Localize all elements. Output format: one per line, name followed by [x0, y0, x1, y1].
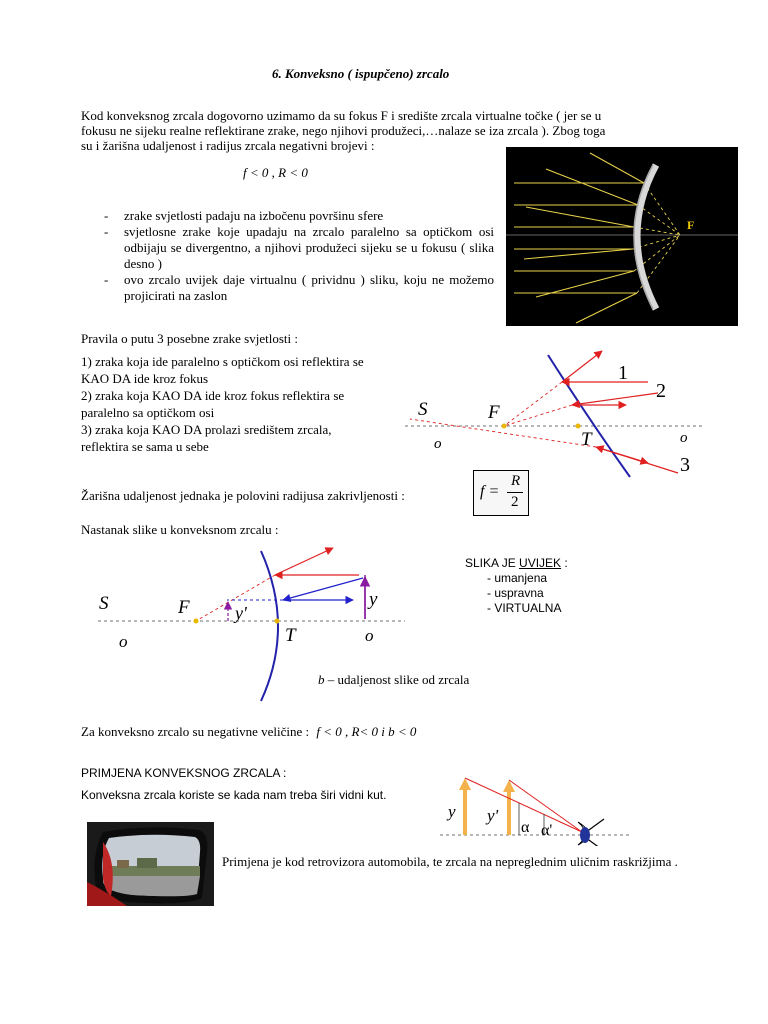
bullet-text: zrake svjetlosti padaju na izbočenu površinu sfere: [124, 208, 384, 223]
bullet-list: [104, 208, 494, 304]
center-label: S: [418, 399, 428, 420]
formula-denominator: 2: [511, 494, 519, 510]
sign-formula: f < 0 , R < 0: [243, 165, 308, 180]
axis-label-left: o: [434, 436, 442, 452]
focus-label: F: [687, 218, 695, 232]
application-heading: PRIMJENA KONVEKSNOG ZRCALA :: [81, 766, 287, 780]
bullet-text: ovo zrcalo uvijek daje virtualnu ( prividnu ) sliku, koju ne možemo projicirati na zaslon: [124, 272, 494, 303]
object-height-label: y: [448, 802, 456, 821]
application-line: Konveksna zrcala koriste se kada nam treba širi vidni kut.: [81, 788, 387, 802]
vertex-label: T: [285, 625, 296, 646]
image-distance-caption: b – udaljenost slike od zrcala: [318, 672, 470, 687]
bullet-item: [104, 272, 494, 304]
bullet-item: [104, 208, 494, 224]
rule-1a: 1) zraka koja ide paralelno s optičkom osi reflektira se: [81, 354, 364, 369]
axis-label-right: o: [680, 430, 688, 446]
focus-label: F: [178, 597, 190, 618]
image-properties: [465, 556, 568, 615]
ray-number-2: 2: [656, 380, 666, 402]
intro-line-3: su i žarišna udaljenost i radijus zrcala negativni brojevi :: [81, 138, 375, 153]
axis-label-right: o: [365, 626, 374, 645]
image-height-label: y': [487, 806, 499, 825]
rearview-mirror-photo: [87, 822, 214, 906]
axis-label-left: o: [119, 632, 128, 651]
rule-3a: 3) zraka koja KAO DA prolazi središtem zrcala,: [81, 422, 332, 437]
center-label: S: [99, 593, 109, 614]
bullet-dash: -: [104, 272, 109, 287]
focal-formula-box: [473, 470, 529, 516]
intro-line-1: Kod konveksnog zrcala dogovorno uzimamo da su fokus F i središte zrcala virtualne točke ( jer se u: [81, 108, 602, 123]
rule-2a: 2) zraka koja KAO DA ide kroz fokus reflektira se: [81, 388, 345, 403]
ray-number-3: 3: [680, 454, 690, 476]
emphasis-always: UVIJEK: [519, 556, 562, 570]
negative-expr: f < 0 , R< 0 i b < 0: [316, 724, 417, 739]
image-distance-var: b: [318, 672, 325, 687]
angle-alpha-prime-label: α': [541, 822, 553, 839]
negative-quantities: [81, 724, 416, 740]
convex-mirror-photo: [506, 147, 738, 326]
formula-numerator: R: [511, 473, 521, 489]
rule-1b: KAO DA ide kroz fokus: [81, 371, 209, 386]
vertex-label: T: [581, 429, 592, 450]
focal-length-text: Žarišna udaljenost jednaka je polovini radijusa zakrivljenosti :: [81, 488, 405, 503]
property-item: - uspravna: [487, 586, 544, 600]
image-height-label: y': [235, 603, 247, 623]
fraction-bar: [507, 492, 523, 493]
focus-label: F: [488, 402, 500, 423]
bullet-item: [104, 224, 494, 272]
rule-3b: reflektira se sama u sebe: [81, 439, 209, 454]
viewing-angle-diagram: [440, 774, 635, 846]
bullet-dash: -: [104, 224, 109, 239]
three-rays-diagram: [400, 345, 710, 480]
ray-number-1: 1: [618, 362, 628, 384]
object-height-label: y: [369, 589, 378, 610]
mirror-application-text: Primjena je kod retrovizora automobila, te zrcala na nepreglednim uličnim raskrižjima .: [222, 854, 678, 869]
rules-heading: Pravila o putu 3 posebne zrake svjetlosti :: [81, 331, 298, 346]
image-formation-heading: Nastanak slike u konveksnom zrcalu :: [81, 522, 279, 537]
page-title: 6. Konveksno ( ispupčeno) zrcalo: [272, 66, 450, 81]
bullet-dash: -: [104, 208, 109, 223]
property-item: - umanjena: [487, 571, 548, 585]
bullet-text: svjetlosne zrake koje upadaju na zrcalo paralelno sa optičkom osi odbijaju se divergentno, a njihovi produžeci sijeku se u fokusu ( slika desno ): [124, 224, 494, 271]
formula-lhs: f =: [480, 483, 500, 500]
negative-text: Za konveksno zrcalo su negativne veličine :: [81, 724, 310, 739]
image-properties-heading: SLIKA JE UVIJEK :: [465, 556, 568, 570]
property-item: - VIRTUALNA: [487, 601, 562, 615]
intro-line-2: fokusu ne sijeku realne reflektirane zrake, nego njihovi produžeci,…nalaze se iza zrcala ). Zbog toga: [81, 123, 606, 138]
angle-alpha-label: α: [521, 819, 530, 836]
rule-2b: paralelno sa optičkom osi: [81, 405, 215, 420]
